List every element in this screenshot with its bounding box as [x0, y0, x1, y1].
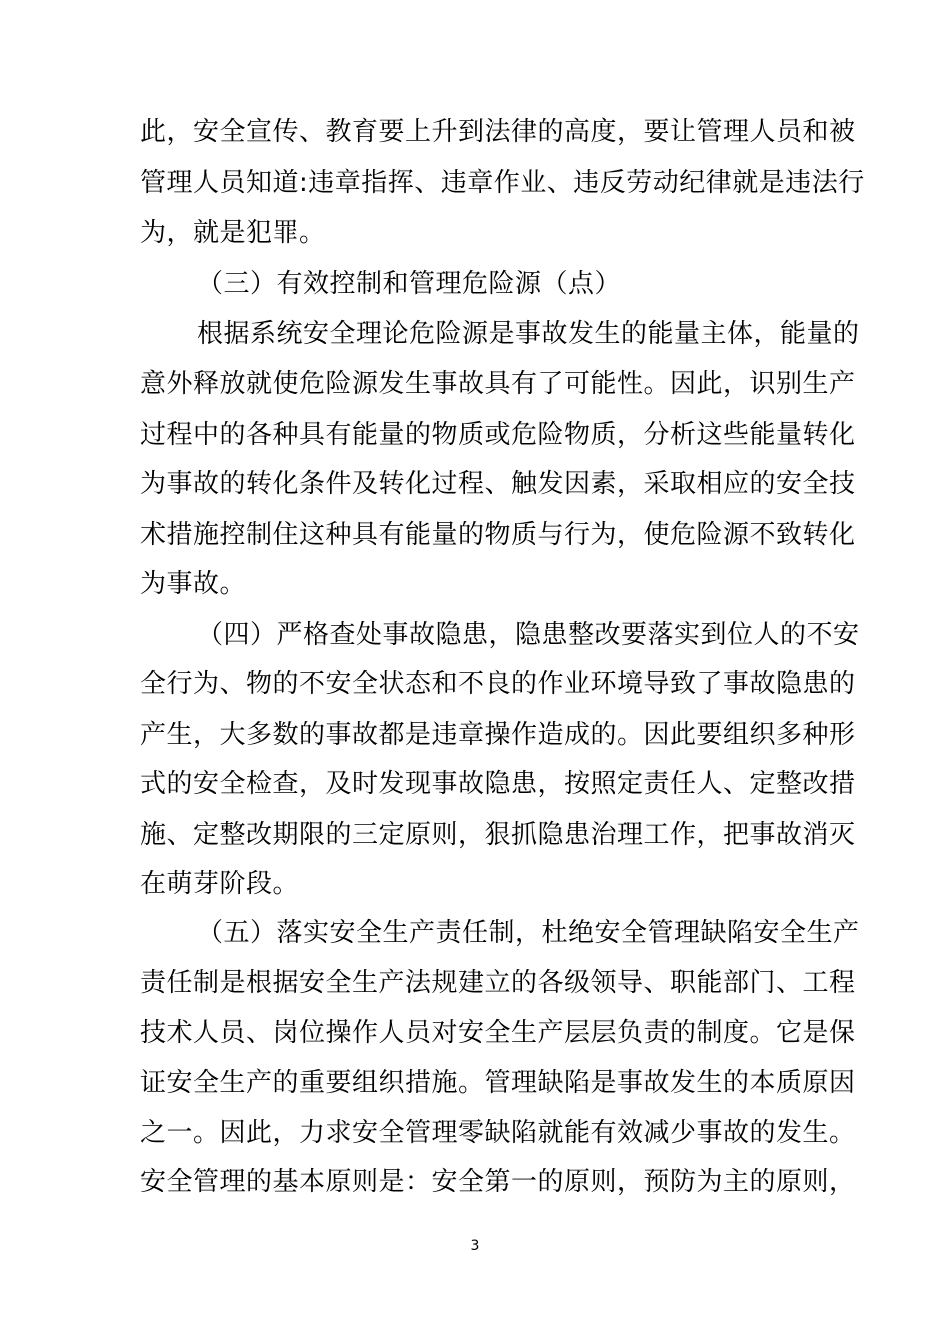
- section-heading-3: （三）有效控制和管理危险源（点）: [197, 269, 622, 299]
- text-line: 为事故。: [140, 569, 247, 599]
- text-line: 意外释放就使危险源发生事故具有了可能性。因此，识别生产: [140, 369, 856, 399]
- text-line: 为，就是犯罪。: [140, 218, 326, 248]
- section-heading-4: （四）严格查处事故隐患，隐患整改要落实到位人的不安: [197, 620, 860, 650]
- text-line: 证安全生产的重要组织措施。管理缺陷是事故发生的本质原因: [140, 1068, 856, 1098]
- text-line: 式的安全检查，及时发现事故隐患，按照定责任人、定整改措: [140, 769, 856, 799]
- text-line: 过程中的各种具有能量的物质或危险物质，分析这些能量转化: [140, 420, 856, 450]
- page-number: 3: [470, 1238, 480, 1254]
- text-line: 在萌芽阶段。: [140, 869, 300, 899]
- text-line: 施、定整改期限的三定原则，狠抓隐患治理工作，把事故消灭: [140, 820, 856, 850]
- text-line: 安全管理的基本原则是：安全第一的原则，预防为主的原则，: [140, 1167, 856, 1197]
- text-line: 管理人员知道:违章指挥、违章作业、违反劳动纪律就是违法行: [140, 168, 865, 198]
- text-line: 术措施控制住这种具有能量的物质与行为，使危险源不致转化: [140, 520, 856, 550]
- text-line: 之一。因此，力求安全管理零缺陷就能有效减少事故的发生。: [140, 1118, 856, 1148]
- section-heading-5: （五）落实安全生产责任制，杜绝安全管理缺陷安全生产: [197, 918, 860, 948]
- text-line: 责任制是根据安全生产法规建立的各级领导、职能部门、工程: [140, 968, 856, 998]
- text-line: 此，安全宣传、教育要上升到法律的高度，要让管理人员和被: [140, 117, 856, 147]
- text-line: 全行为、物的不安全状态和不良的作业环境导致了事故隐患的: [140, 669, 856, 699]
- text-line: 为事故的转化条件及转化过程、触发因素，采取相应的安全技: [140, 469, 856, 499]
- text-line: 产生，大多数的事故都是违章操作造成的。因此要组织多种形: [140, 720, 856, 750]
- text-line: 根据系统安全理论危险源是事故发生的能量主体，能量的: [197, 319, 860, 349]
- text-line: 技术人员、岗位操作人员对安全生产层层负责的制度。它是保: [140, 1018, 856, 1048]
